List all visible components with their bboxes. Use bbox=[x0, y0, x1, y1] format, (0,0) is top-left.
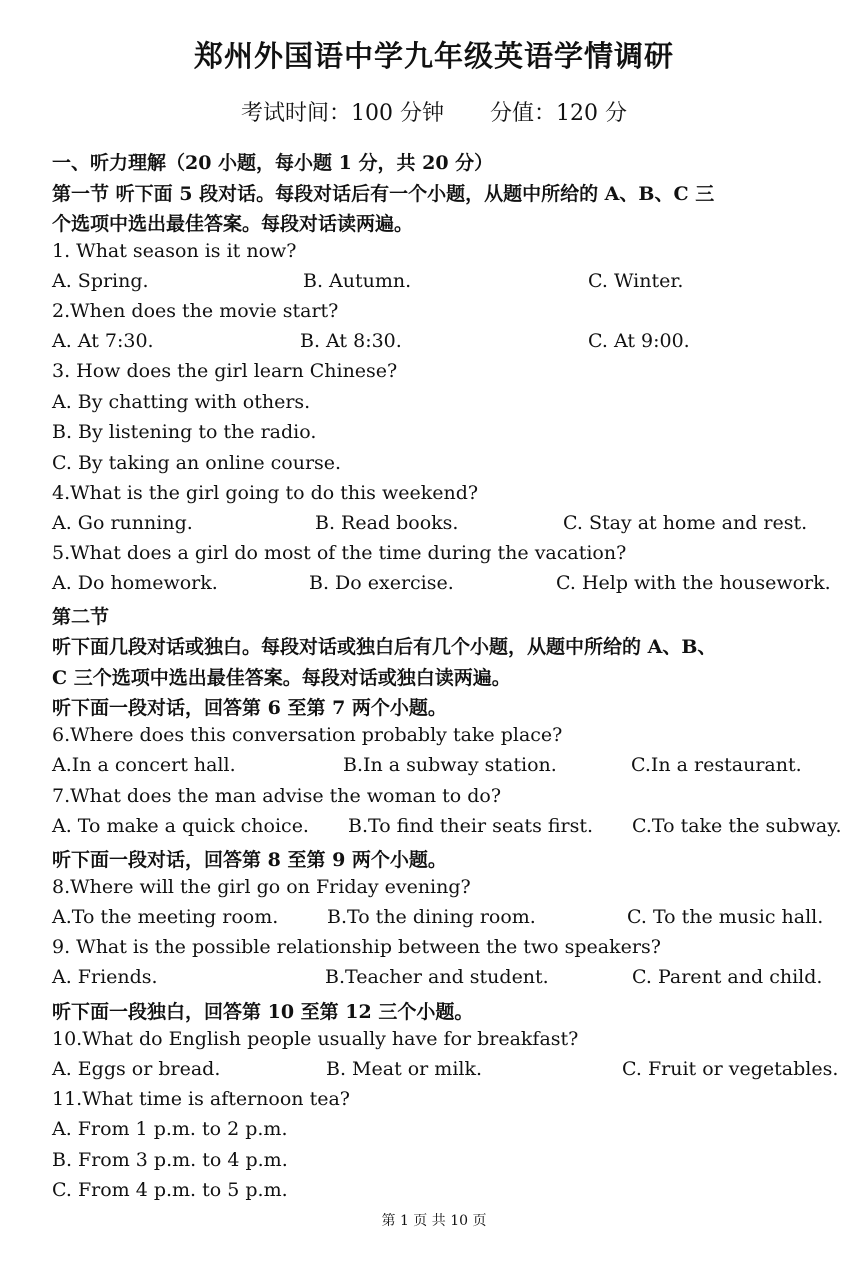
q2-option-c: C. At 9:00. bbox=[588, 330, 690, 352]
exam-title: 郑州外国语中学九年级英语学情调研 bbox=[193, 39, 674, 73]
q4-option-c: C. Stay at home and rest. bbox=[563, 512, 808, 534]
q3-option-a: A. By chatting with others. bbox=[52, 391, 311, 413]
q6-option-a: A.In a concert hall. bbox=[52, 754, 236, 776]
question-6: 6.Where does this conversation probably take place? bbox=[52, 724, 563, 746]
question-5: 5.What does a girl do most of the time during the vacation? bbox=[52, 542, 627, 564]
part2-instruction-line1: 听下面几段对话或独白。每段对话或独白后有几个小题，从题中所给的 A、B、 bbox=[52, 636, 717, 658]
q4-option-a: A. Go running. bbox=[52, 512, 193, 534]
question-1: 1. What season is it now? bbox=[52, 240, 297, 262]
q1-option-a: A. Spring. bbox=[52, 270, 149, 292]
q5-option-b: B. Do exercise. bbox=[309, 572, 454, 594]
q4-option-b: B. Read books. bbox=[315, 512, 459, 534]
subsection-q6-q7: 听下面一段对话，回答第 6 至第 7 两个小题。 bbox=[52, 697, 447, 719]
part1-instruction-line2: 个选项中选出最佳答案。每段对话读两遍。 bbox=[52, 213, 414, 235]
q3-option-b: B. By listening to the radio. bbox=[52, 421, 317, 443]
q9-option-a: A. Friends. bbox=[52, 966, 158, 988]
q11-option-c: C. From 4 p.m. to 5 p.m. bbox=[52, 1179, 288, 1201]
q10-option-b: B. Meat or milk. bbox=[326, 1058, 483, 1080]
q5-option-a: A. Do homework. bbox=[52, 572, 218, 594]
exam-meta bbox=[0, 96, 868, 127]
q10-option-a: A. Eggs or bread. bbox=[52, 1058, 221, 1080]
section1-heading: 一、听力理解（20 小题，每小题 1 分，共 20 分） bbox=[52, 152, 494, 174]
q8-option-c: C. To the music hall. bbox=[627, 906, 824, 928]
page-footer: 第 1 页 共 10 页 bbox=[381, 1213, 487, 1229]
subsection-q10-q12: 听下面一段独白，回答第 10 至第 12 三个小题。 bbox=[52, 1001, 474, 1023]
exam-time: 考试时间：100 分钟 bbox=[241, 101, 444, 126]
question-8: 8.Where will the girl go on Friday evening? bbox=[52, 876, 471, 898]
q11-option-b: B. From 3 p.m. to 4 p.m. bbox=[52, 1149, 288, 1171]
question-11: 11.What time is afternoon tea? bbox=[52, 1088, 350, 1110]
q7-option-c: C.To take the subway. bbox=[632, 815, 842, 837]
q10-option-c: C. Fruit or vegetables. bbox=[622, 1058, 839, 1080]
part1-instruction-line1: 第一节 听下面 5 段对话。每段对话后有一个小题，从题中所给的 A、B、C 三 bbox=[52, 183, 715, 205]
exam-score: 分值：120 分 bbox=[490, 101, 627, 126]
q2-option-b: B. At 8:30. bbox=[300, 330, 402, 352]
q2-option-a: A. At 7:30. bbox=[52, 330, 154, 352]
part2-instruction-line2: C 三个选项中选出最佳答案。每段对话或独白读两遍。 bbox=[52, 667, 511, 689]
q7-option-a: A. To make a quick choice. bbox=[52, 815, 309, 837]
q9-option-b: B.Teacher and student. bbox=[325, 966, 549, 988]
subsection-q8-q9: 听下面一段对话，回答第 8 至第 9 两个小题。 bbox=[52, 849, 447, 871]
question-4: 4.What is the girl going to do this weekend? bbox=[52, 482, 479, 504]
q11-option-a: A. From 1 p.m. to 2 p.m. bbox=[52, 1118, 288, 1140]
question-2: 2.When does the movie start? bbox=[52, 300, 339, 322]
question-7: 7.What does the man advise the woman to do? bbox=[52, 785, 502, 807]
q1-option-b: B. Autumn. bbox=[303, 270, 412, 292]
q9-option-c: C. Parent and child. bbox=[632, 966, 823, 988]
question-3: 3. How does the girl learn Chinese? bbox=[52, 360, 398, 382]
q3-option-c: C. By taking an online course. bbox=[52, 452, 342, 474]
q6-option-c: C.In a restaurant. bbox=[631, 754, 802, 776]
question-9: 9. What is the possible relationship between the two speakers? bbox=[52, 936, 661, 958]
q8-option-a: A.To the meeting room. bbox=[52, 906, 279, 928]
q5-option-c: C. Help with the housework. bbox=[556, 572, 831, 594]
part2-label: 第二节 bbox=[52, 606, 110, 628]
q8-option-b: B.To the dining room. bbox=[327, 906, 536, 928]
question-10: 10.What do English people usually have for breakfast? bbox=[52, 1028, 579, 1050]
q1-option-c: C. Winter. bbox=[588, 270, 684, 292]
q7-option-b: B.To find their seats first. bbox=[348, 815, 594, 837]
q6-option-b: B.In a subway station. bbox=[343, 754, 557, 776]
